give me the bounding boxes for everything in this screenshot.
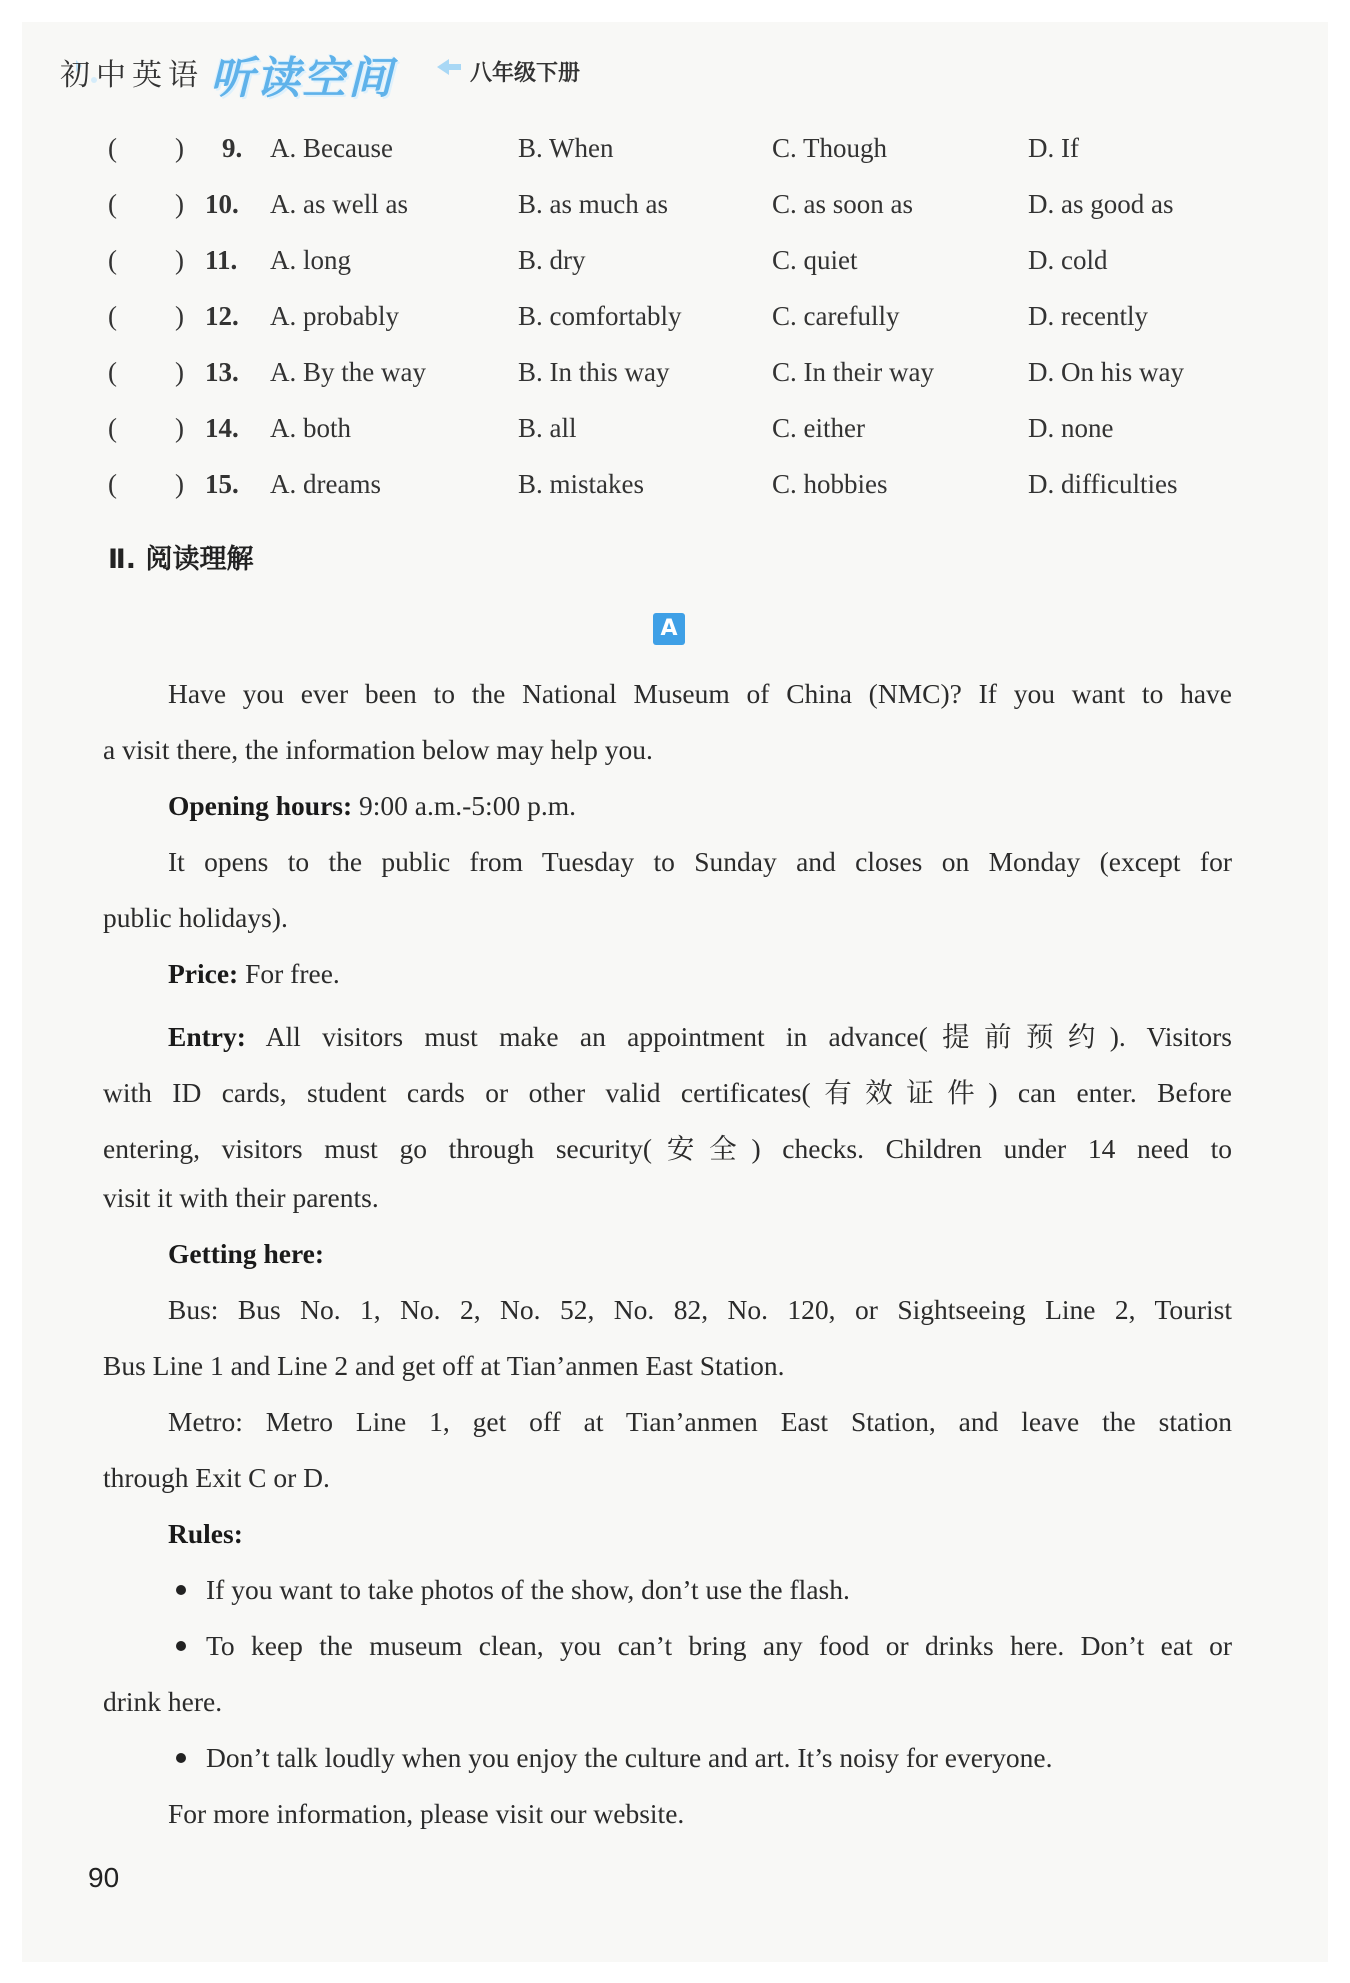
paragraph-line: visit it with their parents.	[103, 1182, 379, 1213]
question-row	[0, 357, 1350, 397]
answer-blank: ( )	[108, 189, 184, 219]
page-number: 90	[88, 1862, 120, 1893]
section-heading: Ⅱ. 阅读理解	[108, 544, 254, 575]
option-a: A. probably	[270, 301, 399, 331]
option-c: C. as soon as	[772, 189, 913, 219]
paragraph-line: drink here.	[103, 1686, 223, 1717]
paragraph-line: Bus Line 1 and Line 2 and get off at Tian’anmen East Station.	[103, 1350, 785, 1381]
price-value: For free.	[238, 958, 340, 989]
answer-blank: ( )	[108, 133, 184, 163]
passage-tag: A	[653, 613, 685, 645]
page-header	[60, 40, 680, 110]
question-row	[0, 413, 1350, 453]
book-title: 初中英语	[60, 58, 204, 93]
paragraph-line: public holidays).	[103, 902, 288, 933]
answer-blank: ( )	[108, 469, 184, 499]
bullet-icon	[176, 1753, 186, 1763]
grade-label: 八年级下册	[470, 61, 581, 86]
arrow-icon	[435, 56, 463, 78]
rules-label: Rules:	[168, 1518, 243, 1549]
paragraph-line: Metro: Metro Line 1, get off at Tian’anmen East Station, and leave the station	[168, 1406, 1232, 1437]
option-b: B. mistakes	[518, 469, 644, 499]
series-logo: 听读空间	[210, 53, 394, 104]
rule-item	[176, 1742, 1052, 1774]
question-row	[0, 245, 1350, 285]
option-b: B. In this way	[518, 357, 670, 387]
option-b: B. comfortably	[518, 301, 682, 331]
option-c: C. carefully	[772, 301, 900, 331]
question-number: 10.	[205, 189, 239, 219]
question-number: 13.	[205, 357, 239, 387]
rule-item	[176, 1630, 1232, 1662]
question-number: 15.	[205, 469, 239, 499]
question-number: 11.	[205, 245, 238, 275]
option-a: A. dreams	[270, 469, 381, 499]
option-b: B. dry	[518, 245, 586, 275]
question-number: 9.	[222, 133, 243, 163]
option-a: A. both	[270, 413, 351, 443]
option-b: B. as much as	[518, 189, 668, 219]
option-d: D. On his way	[1028, 357, 1184, 387]
opening-hours-label: Opening hours:	[168, 790, 353, 821]
option-a: A. Because	[270, 133, 393, 163]
paragraph-line: It opens to the public from Tuesday to Sunday and closes on Monday (except for	[168, 846, 1232, 877]
option-c: C. hobbies	[772, 469, 888, 499]
bullet-icon	[176, 1641, 186, 1651]
option-d: D. cold	[1028, 245, 1108, 275]
opening-hours-value: 9:00 a.m.-5:00 p.m.	[352, 790, 576, 821]
option-a: A. as well as	[270, 189, 408, 219]
bullet-icon	[176, 1585, 186, 1595]
option-a: A. By the way	[270, 357, 426, 387]
entry	[168, 1014, 1232, 1054]
question-row	[0, 133, 1350, 173]
question-row	[0, 469, 1350, 509]
entry-label: Entry:	[168, 1021, 246, 1052]
rule-item	[176, 1574, 850, 1606]
rule-text: If you want to take photos of the show, don’t use the flash.	[206, 1574, 850, 1605]
opening-hours	[168, 790, 576, 822]
option-c: C. Though	[772, 133, 888, 163]
option-d: D. as good as	[1028, 189, 1174, 219]
question-row	[0, 189, 1350, 229]
option-b: B. When	[518, 133, 614, 163]
price-label: Price:	[168, 958, 239, 989]
option-d: D. difficulties	[1028, 469, 1178, 499]
option-d: D. recently	[1028, 301, 1148, 331]
answer-blank: ( )	[108, 413, 184, 443]
option-c: C. In their way	[772, 357, 934, 387]
paragraph-line: Have you ever been to the National Museum of China (NMC)? If you want to have	[168, 678, 1232, 709]
question-number: 14.	[205, 413, 239, 443]
answer-blank: ( )	[108, 301, 184, 331]
option-a: A. long	[270, 245, 351, 275]
entry-text: All visitors must make an appointment in advance(提前预约). Visitors	[245, 1021, 1232, 1052]
paragraph-line: For more information, please visit our website.	[168, 1798, 685, 1829]
option-c: C. quiet	[772, 245, 858, 275]
price	[168, 958, 340, 990]
paragraph-line: with ID cards, student cards or other valid certificates(有效证件) can enter. Before	[103, 1077, 1232, 1108]
option-c: C. either	[772, 413, 865, 443]
option-b: B. all	[518, 413, 577, 443]
paragraph-line: Bus: Bus No. 1, No. 2, No. 52, No. 82, No. 120, or Sightseeing Line 2, Tourist	[168, 1294, 1232, 1325]
question-number: 12.	[205, 301, 239, 331]
option-d: D. If	[1028, 133, 1079, 163]
answer-blank: ( )	[108, 245, 184, 275]
question-row	[0, 301, 1350, 341]
paragraph-line: entering, visitors must go through security(安全) checks. Children under 14 need to	[103, 1133, 1232, 1164]
option-d: D. none	[1028, 413, 1114, 443]
answer-blank: ( )	[108, 357, 184, 387]
paragraph-line: a visit there, the information below may help you.	[103, 734, 653, 765]
rule-text: Don’t talk loudly when you enjoy the culture and art. It’s noisy for everyone.	[206, 1742, 1053, 1773]
paragraph-line: through Exit C or D.	[103, 1462, 330, 1493]
rule-text: To keep the museum clean, you can’t bring any food or drinks here. Don’t eat or	[206, 1630, 1232, 1661]
getting-here-label: Getting here:	[168, 1238, 325, 1269]
